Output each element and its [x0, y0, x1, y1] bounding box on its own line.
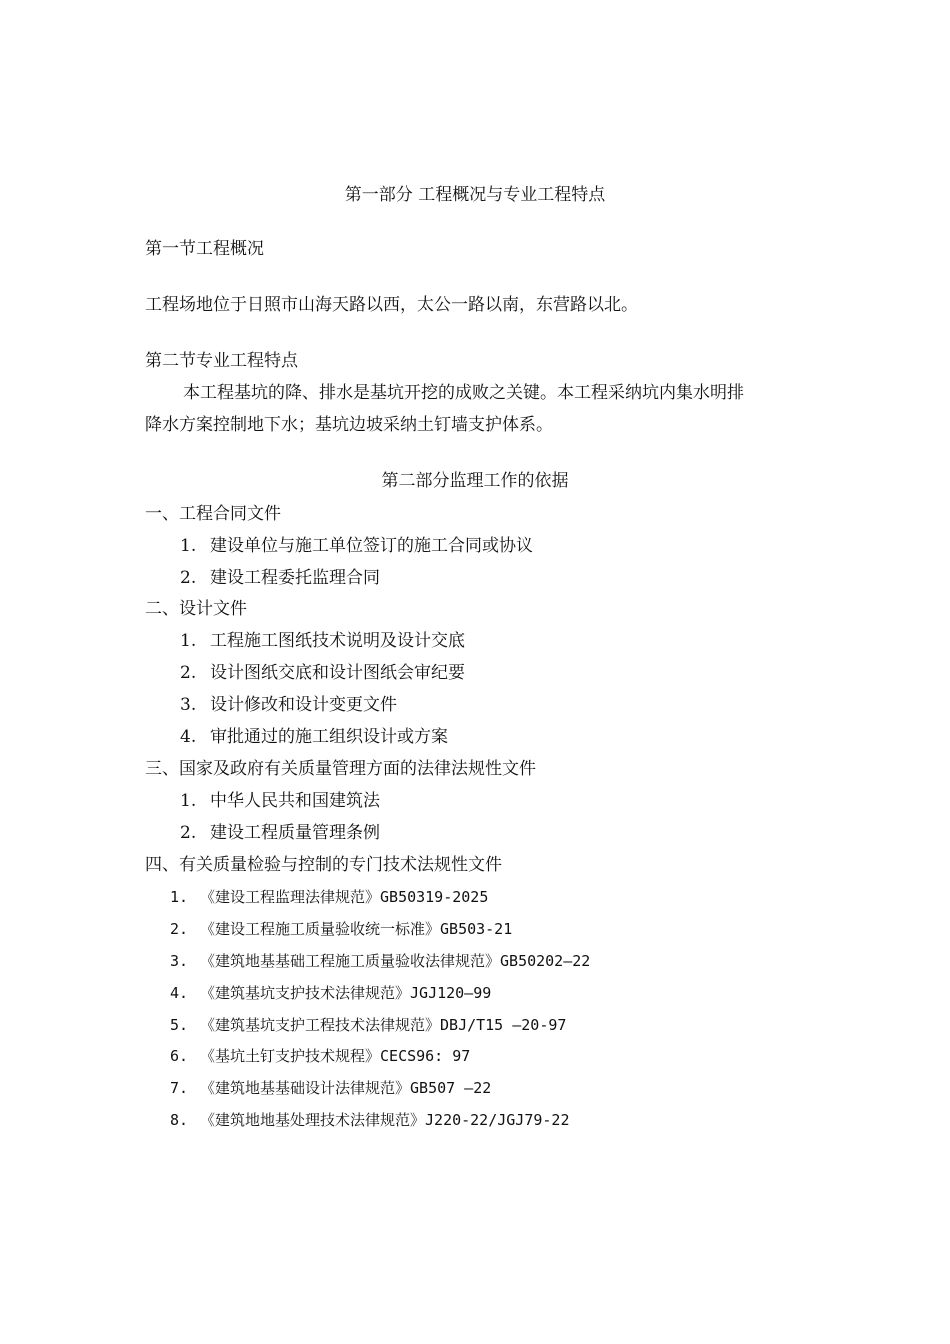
section2-title: 第二节专业工程特点 [145, 351, 298, 371]
list-item-number: 1. [170, 888, 189, 906]
section2-text-line2: 降水方案控制地下水；基坑边坡采纳土钉墙支护体系。 [145, 415, 553, 435]
list-item-number: 1. [180, 791, 197, 811]
list-item-number: 2. [170, 920, 189, 938]
list-item [180, 630, 465, 652]
list-item [180, 822, 380, 844]
list-item [170, 1077, 491, 1099]
list-item-number: 1. [180, 536, 197, 556]
list-item-number: 4. [180, 727, 197, 747]
part2-title: 第二部分监理工作的依据 [381, 471, 569, 491]
list-item-number: 5. [170, 1016, 189, 1034]
list-item [170, 982, 491, 1004]
list-item-text: 审批通过的施工组织设计或方案 [210, 727, 448, 747]
list-item-number: 2. [180, 568, 197, 588]
list-item-number: 3. [170, 952, 189, 970]
list-item-text: 《建筑地基基础工程施工质量验收法律规范》GB50202—22 [200, 952, 591, 970]
list-item [170, 918, 512, 940]
part1-title: 第一部分 工程概况与专业工程特点 [344, 185, 606, 205]
group-heading: 四、有关质量检验与控制的专门技术法规性文件 [145, 855, 502, 875]
list-item-number: 2. [180, 823, 197, 843]
list-item-text: 建设单位与施工单位签订的施工合同或协议 [210, 536, 533, 556]
list-item-text: 工程施工图纸技术说明及设计交底 [210, 631, 465, 651]
list-item [180, 662, 465, 684]
list-item [180, 535, 533, 557]
section2-text-line1: 本工程基坑的降、排水是基坑开挖的成败之关键。本工程采纳坑内集水明排 [183, 383, 744, 403]
list-item-text: 中华人民共和国建筑法 [210, 791, 380, 811]
list-item-number: 4. [170, 984, 189, 1002]
list-item-number: 2. [180, 663, 197, 683]
list-item [180, 726, 448, 748]
list-item [180, 694, 397, 716]
list-item-text: 《建筑基坑支护工程技术法律规范》DBJ/T15 —20-97 [200, 1016, 567, 1034]
list-item-text: 建设工程质量管理条例 [210, 823, 380, 843]
list-item-number: 8. [170, 1111, 189, 1129]
list-item-text: 《建筑地地基处理技术法律规范》J220-22/JGJ79-22 [200, 1111, 570, 1129]
list-item-number: 7. [170, 1079, 189, 1097]
list-item-number: 6. [170, 1047, 189, 1065]
list-item-number: 3. [180, 695, 197, 715]
list-item-text: 《建筑地基基础设计法律规范》GB507 —22 [200, 1079, 492, 1097]
section1-text: 工程场地位于日照市山海天路以西，太公一路以南，东营路以北。 [145, 295, 638, 315]
list-item [170, 1045, 470, 1067]
list-item-text: 《建设工程施工质量验收统一标准》GB503-21 [200, 920, 513, 938]
list-item-text: 《基坑土钉支护技术规程》CECS96: 97 [200, 1047, 471, 1065]
list-item [170, 886, 488, 908]
list-item-text: 《建设工程监理法律规范》GB50319-2025 [200, 888, 489, 906]
group-heading: 一、工程合同文件 [145, 504, 281, 524]
list-item-text: 建设工程委托监理合同 [210, 568, 380, 588]
list-item-text: 《建筑基坑支护技术法律规范》JGJ120—99 [200, 984, 492, 1002]
list-item [180, 790, 380, 812]
list-item-text: 设计图纸交底和设计图纸会审纪要 [210, 663, 465, 683]
list-item-number: 1. [180, 631, 197, 651]
list-item-text: 设计修改和设计变更文件 [210, 695, 397, 715]
section1-title: 第一节工程概况 [145, 239, 264, 259]
list-item [170, 1109, 570, 1131]
list-item [180, 567, 380, 589]
list-item [170, 1014, 566, 1036]
group-heading: 三、国家及政府有关质量管理方面的法律法规性文件 [145, 759, 536, 779]
list-item [170, 950, 590, 972]
group-heading: 二、设计文件 [145, 599, 247, 619]
